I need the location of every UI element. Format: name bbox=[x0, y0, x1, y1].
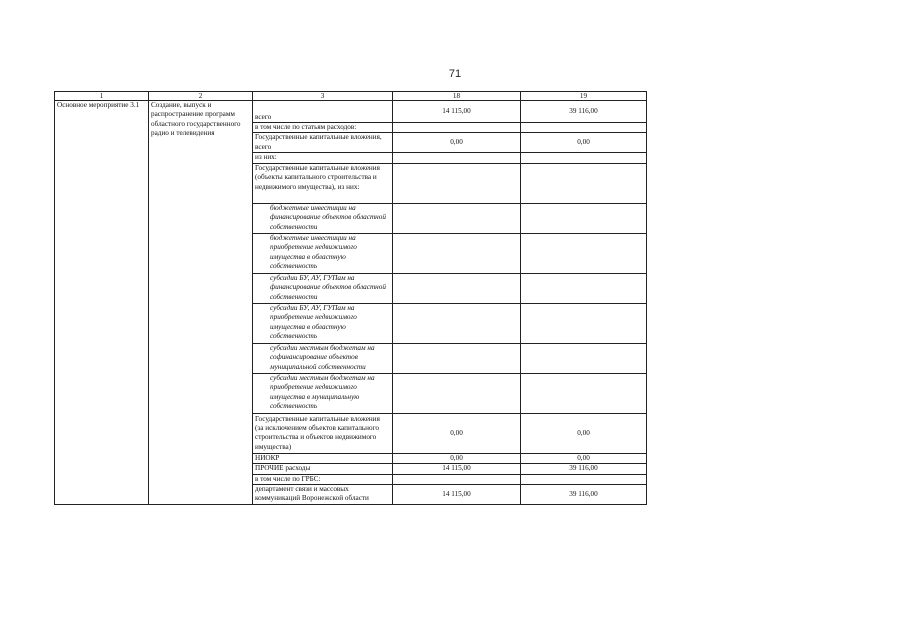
value-18 bbox=[393, 203, 521, 233]
value-19 bbox=[521, 163, 647, 203]
value-19: 0,00 bbox=[521, 453, 647, 463]
row-label: субсидии местным бюджетам на приобретение недвижимого имущества в муниципальную собственность bbox=[253, 373, 393, 413]
value-18: 14 115,00 bbox=[393, 101, 521, 123]
value-18 bbox=[393, 123, 521, 133]
value-19 bbox=[521, 373, 647, 413]
row-label: Государственные капитальные вложения, всего bbox=[253, 133, 393, 153]
table-row bbox=[55, 101, 647, 123]
row-label: субсидии БУ, АУ, ГУПам на приобретение недвижимого имущества в областную собственность bbox=[253, 303, 393, 343]
header-col-3: 3 bbox=[253, 92, 393, 101]
value-18: 0,00 bbox=[393, 413, 521, 453]
value-19 bbox=[521, 153, 647, 163]
value-18 bbox=[393, 303, 521, 343]
row-label: в том числе по статьям расходов: bbox=[253, 123, 393, 133]
row-label: в том числе по ГРБС: bbox=[253, 474, 393, 484]
row-label: Государственные капитальные вложения (объекты капитального строительства и недвижимого имущества), из них: bbox=[253, 163, 393, 203]
value-18 bbox=[393, 373, 521, 413]
value-18 bbox=[393, 343, 521, 373]
row-label: всего bbox=[253, 101, 393, 123]
value-19 bbox=[521, 474, 647, 484]
row-label: НИОКР bbox=[253, 453, 393, 463]
row-label: ПРОЧИЕ расходы bbox=[253, 464, 393, 474]
value-19: 39 116,00 bbox=[521, 101, 647, 123]
value-18: 14 115,00 bbox=[393, 485, 521, 505]
value-19 bbox=[521, 303, 647, 343]
value-18: 0,00 bbox=[393, 453, 521, 463]
value-19 bbox=[521, 343, 647, 373]
header-col-18: 18 bbox=[393, 92, 521, 101]
row-label: департамент связи и массовых коммуникаций Воронежской области bbox=[253, 485, 393, 505]
row-label: субсидии БУ, АУ, ГУПам на финансирование объектов областной собственности bbox=[253, 273, 393, 303]
page-number: 71 bbox=[448, 68, 462, 80]
header-row bbox=[55, 92, 647, 101]
value-19: 39 116,00 bbox=[521, 485, 647, 505]
value-19: 0,00 bbox=[521, 413, 647, 453]
value-18 bbox=[393, 163, 521, 203]
value-18 bbox=[393, 233, 521, 273]
value-18 bbox=[393, 153, 521, 163]
value-19 bbox=[521, 123, 647, 133]
header-col-1: 1 bbox=[55, 92, 149, 101]
row-label: Государственные капитальные вложения (за исключением объектов капитального строительства и объектов недвижимого имущества) bbox=[253, 413, 393, 453]
activity-cell: Основное мероприятие 3.1 bbox=[55, 101, 149, 505]
row-label: бюджетные инвестиции на приобретение недвижимого имущества в областную собственность bbox=[253, 233, 393, 273]
description-cell: Создание, выпуск и распространение программ областного государственного радио и телевидения bbox=[149, 101, 253, 505]
value-19 bbox=[521, 233, 647, 273]
row-label: из них: bbox=[253, 153, 393, 163]
value-18 bbox=[393, 474, 521, 484]
value-18 bbox=[393, 273, 521, 303]
budget-table bbox=[54, 91, 647, 505]
header-col-19: 19 bbox=[521, 92, 647, 101]
value-18: 0,00 bbox=[393, 133, 521, 153]
value-19: 39 116,00 bbox=[521, 464, 647, 474]
row-label: бюджетные инвестиции на финансирование объектов областной собственности bbox=[253, 203, 393, 233]
row-label: субсидии местным бюджетам на софинансирование объектов муниципальной собственности bbox=[253, 343, 393, 373]
header-col-2: 2 bbox=[149, 92, 253, 101]
value-18: 14 115,00 bbox=[393, 464, 521, 474]
value-19 bbox=[521, 203, 647, 233]
value-19: 0,00 bbox=[521, 133, 647, 153]
value-19 bbox=[521, 273, 647, 303]
